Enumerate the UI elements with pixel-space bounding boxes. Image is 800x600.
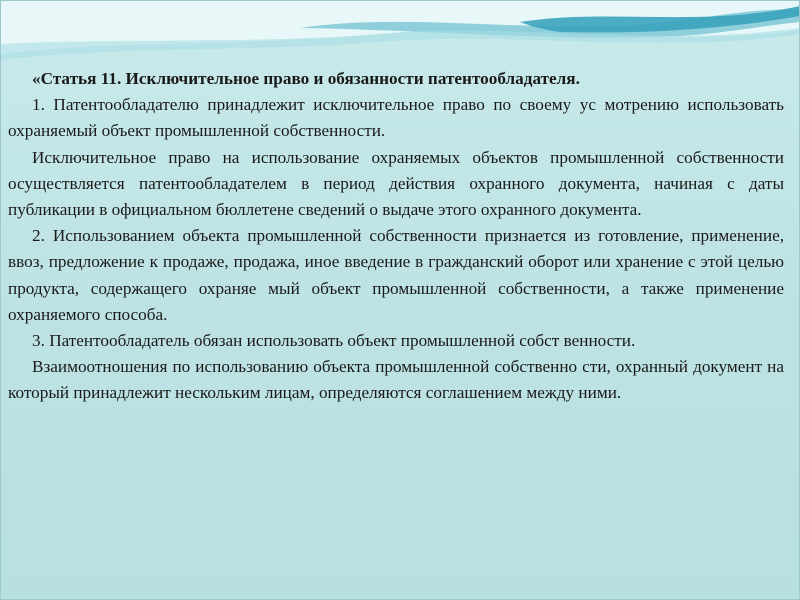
paragraph-2: Исключительное право на использование охраняемых объектов промышленной собственности осуществляется патентообладателем в период действия охранного документа, начиная с даты публикации в официальном бюллетене сведений о выдаче этого охранного документа. (8, 147, 784, 220)
paragraph-4: 3. Патентообладатель обязан использовать объект промышленной собст венности. (32, 331, 636, 351)
slide-text-body (8, 66, 784, 407)
paragraph-5: Взаимоотношения по использованию объекта промышленной собственно сти, охранный документ на который принадлежит нескольким лицам, определяются соглашением между ними. (8, 357, 784, 403)
paragraph-3: 2. Использованием объекта промышленной собственности признается из готовление, применение, ввоз, предложение к продаже, продажа, иное введение в гражданский оборот или хранение с этой целью продукта, содержащего охраняе мый объект промышленной собственности, а также применение охраняемого способа. (8, 226, 784, 324)
article-heading: «Статья 11. Исключительное право и обязанности патентообладателя. (32, 69, 580, 88)
paragraph-1: 1. Патентообладателю принадлежит исключительное право по своему ус мотрению использовать охраняемый объект промышленной собственности. (8, 95, 784, 141)
